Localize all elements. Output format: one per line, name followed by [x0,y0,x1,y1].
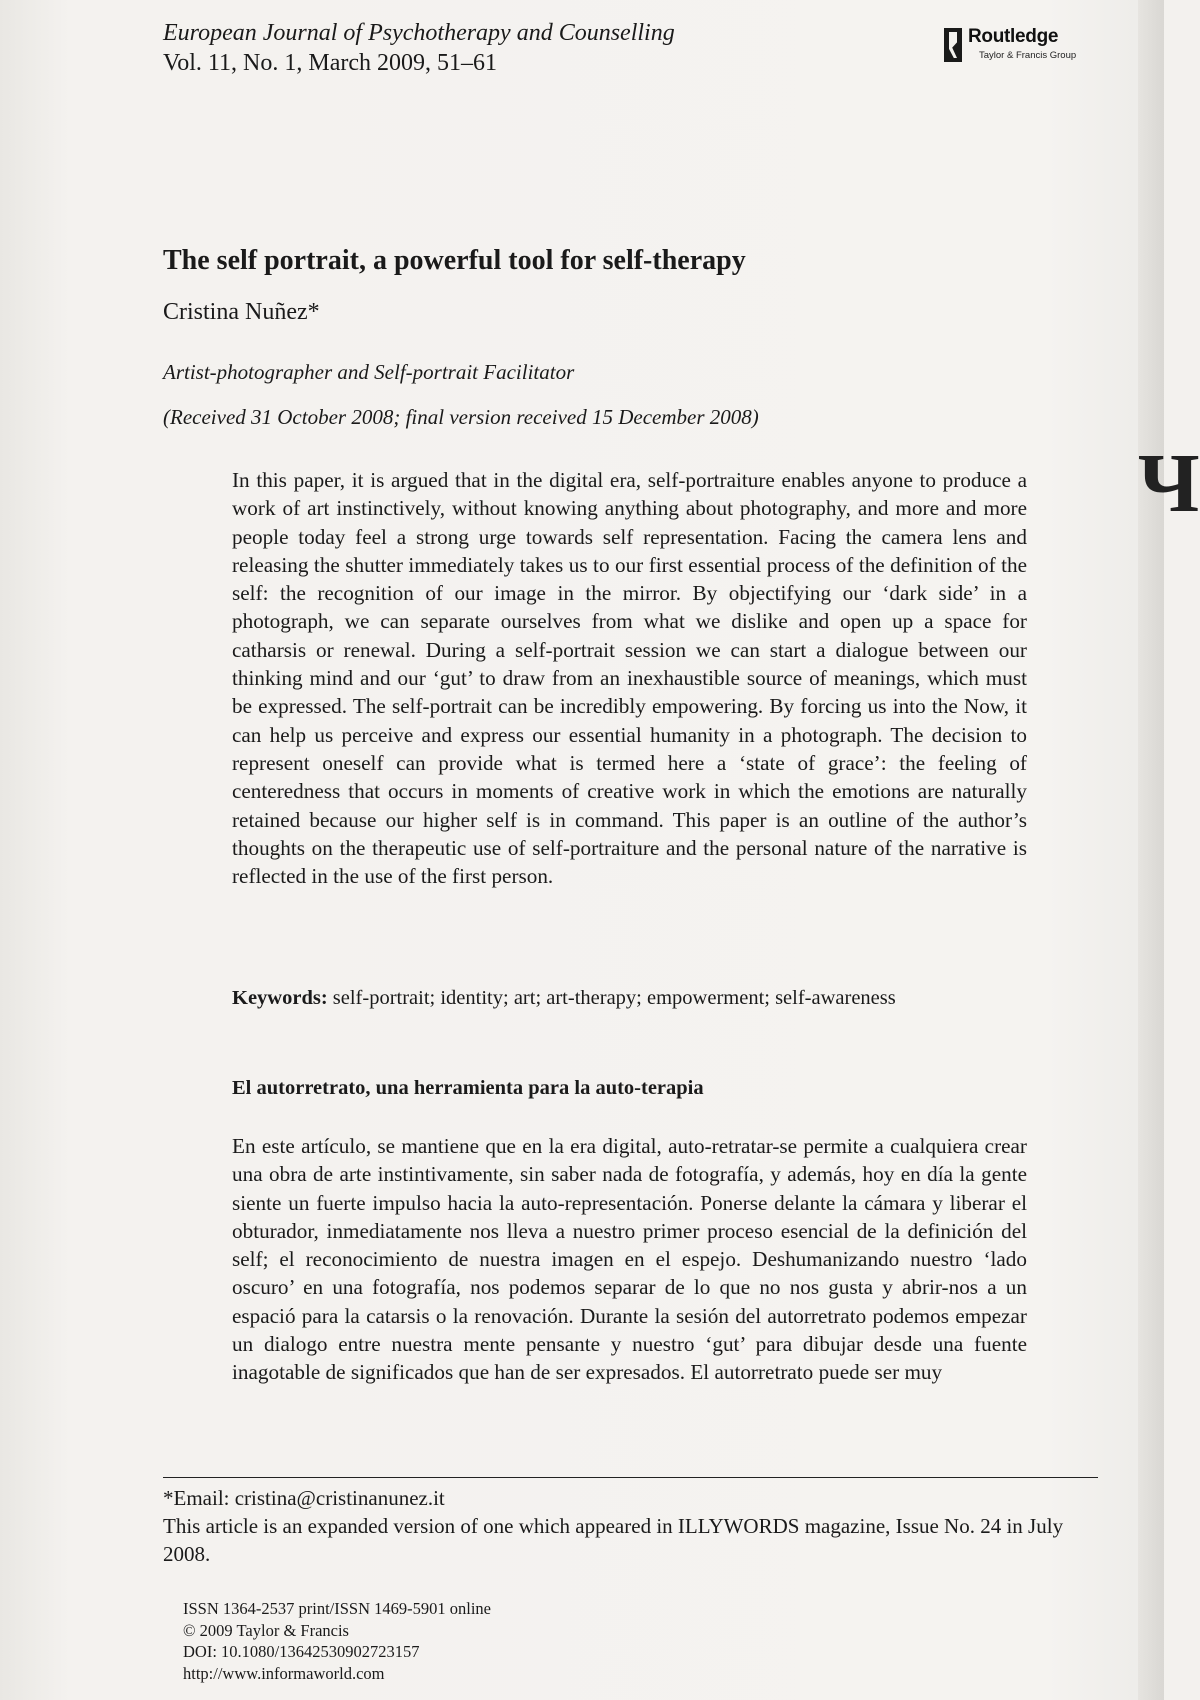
publisher-logo [944,26,1094,66]
footnote-note: This article is an expanded version of one which appeared in ILLYWORDS magazine, Issue No. 24 in July 2008. [163,1514,1064,1566]
journal-header [163,18,675,78]
publisher-url: http://www.informaworld.com [183,1663,385,1683]
doi: DOI: 10.1080/13642530902723157 [183,1642,420,1661]
copyright: © 2009 Taylor & Francis [183,1620,349,1640]
footnote-divider [163,1477,1098,1478]
volume-info: Vol. 11, No. 1, March 2009, 51–61 [163,50,497,76]
spanish-title: El autorretrato, una herramienta para la auto-terapia [232,1077,704,1099]
issn: ISSN 1364-2537 print/ISSN 1469-5901 online [183,1599,492,1618]
imprint [183,1598,491,1684]
article-author: Cristina Nuñez* [163,299,320,325]
author-affiliation: Artist-photographer and Self-portrait Facilitator [163,360,575,384]
footnote [163,1484,1098,1568]
received-dates: (Received 31 October 2008; final version received 15 December 2008) [163,405,759,429]
journal-name: European Journal of Psychotherapy and Counselling [163,20,675,46]
keywords-text: self-portrait; identity; art; art-therapy; empowerment; self-awareness [332,987,896,1009]
abstract-english: In this paper, it is argued that in the digital era, self-portraiture enables anyone to produce a work of art instinctively, without knowing anything about photography, and more and more people today feel a strong urge towards self representation. Facing the camera lens and releasing the shutter immediately takes us to our first essential process of the definition of the self: the recognition of our image in the mirror. By objectifying our ‘dark side’ in a photograph, we can separate ourselves from what we dislike and open up a space for catharsis or renewal. During a self-portrait session we can start a dialogue between our thinking mind and our ‘gut’ to draw from an inexhaustible source of meanings, which must be expressed. The self-portrait can be incredibly empowering. By forcing us into the Now, it can help us perceive and express our essential humanity in a photograph. The decision to represent oneself can provide what is termed here a ‘state of grace’: the feeling of centeredness that occurs in moments of creative work in which the emotions are naturally retained because our higher self is in command. This paper is an outline of the author’s thoughts on the therapeutic use of self-portraiture and the personal nature of the narrative is reflected in the use of the first person. [232,468,1027,889]
article-title: The self portrait, a powerful tool for self-therapy [163,245,746,276]
publisher-name: Routledge [968,26,1059,47]
edge-glyph: Ч [1138,437,1200,530]
abstract-spanish: En este artículo, se mantiene que en la era digital, auto-retratar-se permite a cualquiera crear una obra de arte instintivamente, sin saber nada de fotografía, y además, hoy en día la gente siente un fuerte impulso hacia la auto-representación. Ponerse delante la cámara y liberar el obturador, inmediatamente nos lleva a nuestro primer proceso esencial de la definición del self; el reconocimiento de nuestra imagen en el espejo. Deshumanizando nuestro ‘lado oscuro’ en una fotografía, nos podemos separar de lo que no nos gusta y abrir-nos a un espació para la catarsis o la renovación. Durante la sesión del autorretrato podemos empezar un dialogo entre nuestra mente pensante y nuestro ‘gut’ para dibujar desde una fuente inagotable de significados que han de ser expresados. El autorretrato puede ser muy [232,1134,1027,1385]
footnote-email: *Email: cristina@cristinanunez.it [163,1486,445,1510]
keywords-label: Keywords: [232,987,328,1009]
adjacent-page-edge [1138,0,1200,1700]
keywords [232,985,1027,1011]
publisher-subtitle: Taylor & Francis Group [979,50,1077,61]
routledge-logo-icon [944,28,962,62]
